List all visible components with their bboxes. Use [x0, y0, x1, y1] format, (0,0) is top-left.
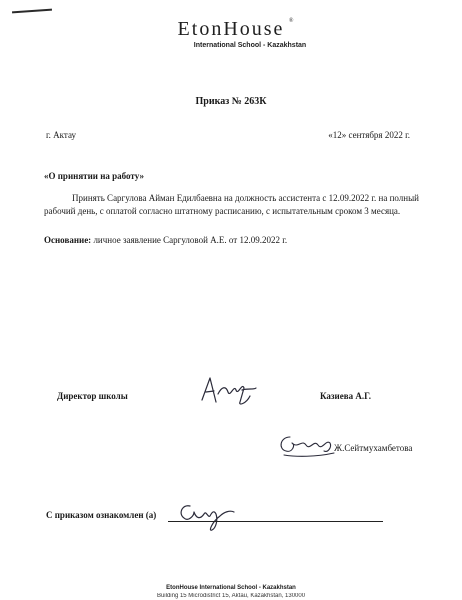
school-logo	[0, 18, 462, 49]
scan-mark	[12, 9, 52, 14]
order-subject: «О принятии на работу»	[44, 171, 144, 181]
basis-label: Основание:	[44, 235, 92, 245]
logo-subtitle: International School - Kazakhstan	[193, 42, 307, 49]
order-title: Приказ № 263К	[195, 96, 267, 107]
order-body: Принять Саргулова Айман Едилбаевна на должность ассистента с 12.09.2022 г. на полный рабочий день, с оплатой согласно штатному расписанию, с испытательным сроком 3 месяца.	[44, 193, 419, 216]
witness-signature	[276, 427, 336, 463]
basis-text: личное заявление Саргуловой А.Е. от 12.09.2022 г.	[93, 235, 288, 245]
logo-name-text: EtonHouse	[177, 18, 285, 40]
order-basis	[44, 235, 287, 245]
employee-signature	[176, 496, 236, 532]
order-date: «12» сентября 2022 г.	[328, 130, 410, 140]
director-signature	[198, 372, 260, 408]
registered-mark: ®	[288, 18, 294, 24]
witness-name: Ж.Сейтмухамбетова	[334, 443, 413, 453]
footer-address: Building 15 Microdistrict 15, Aktau, Kazakhstan, 130000	[156, 593, 306, 599]
acknowledged-label: С приказом ознакомлен (а)	[46, 510, 157, 520]
footer-org: EtonHouse International School - Kazakhstan	[166, 585, 296, 591]
director-title: Директор школы	[57, 391, 128, 401]
acknowledged-signature-line	[168, 521, 383, 522]
director-name: Казиева А.Г.	[320, 391, 372, 401]
order-city: г. Актау	[46, 130, 77, 140]
logo-name	[177, 18, 294, 41]
